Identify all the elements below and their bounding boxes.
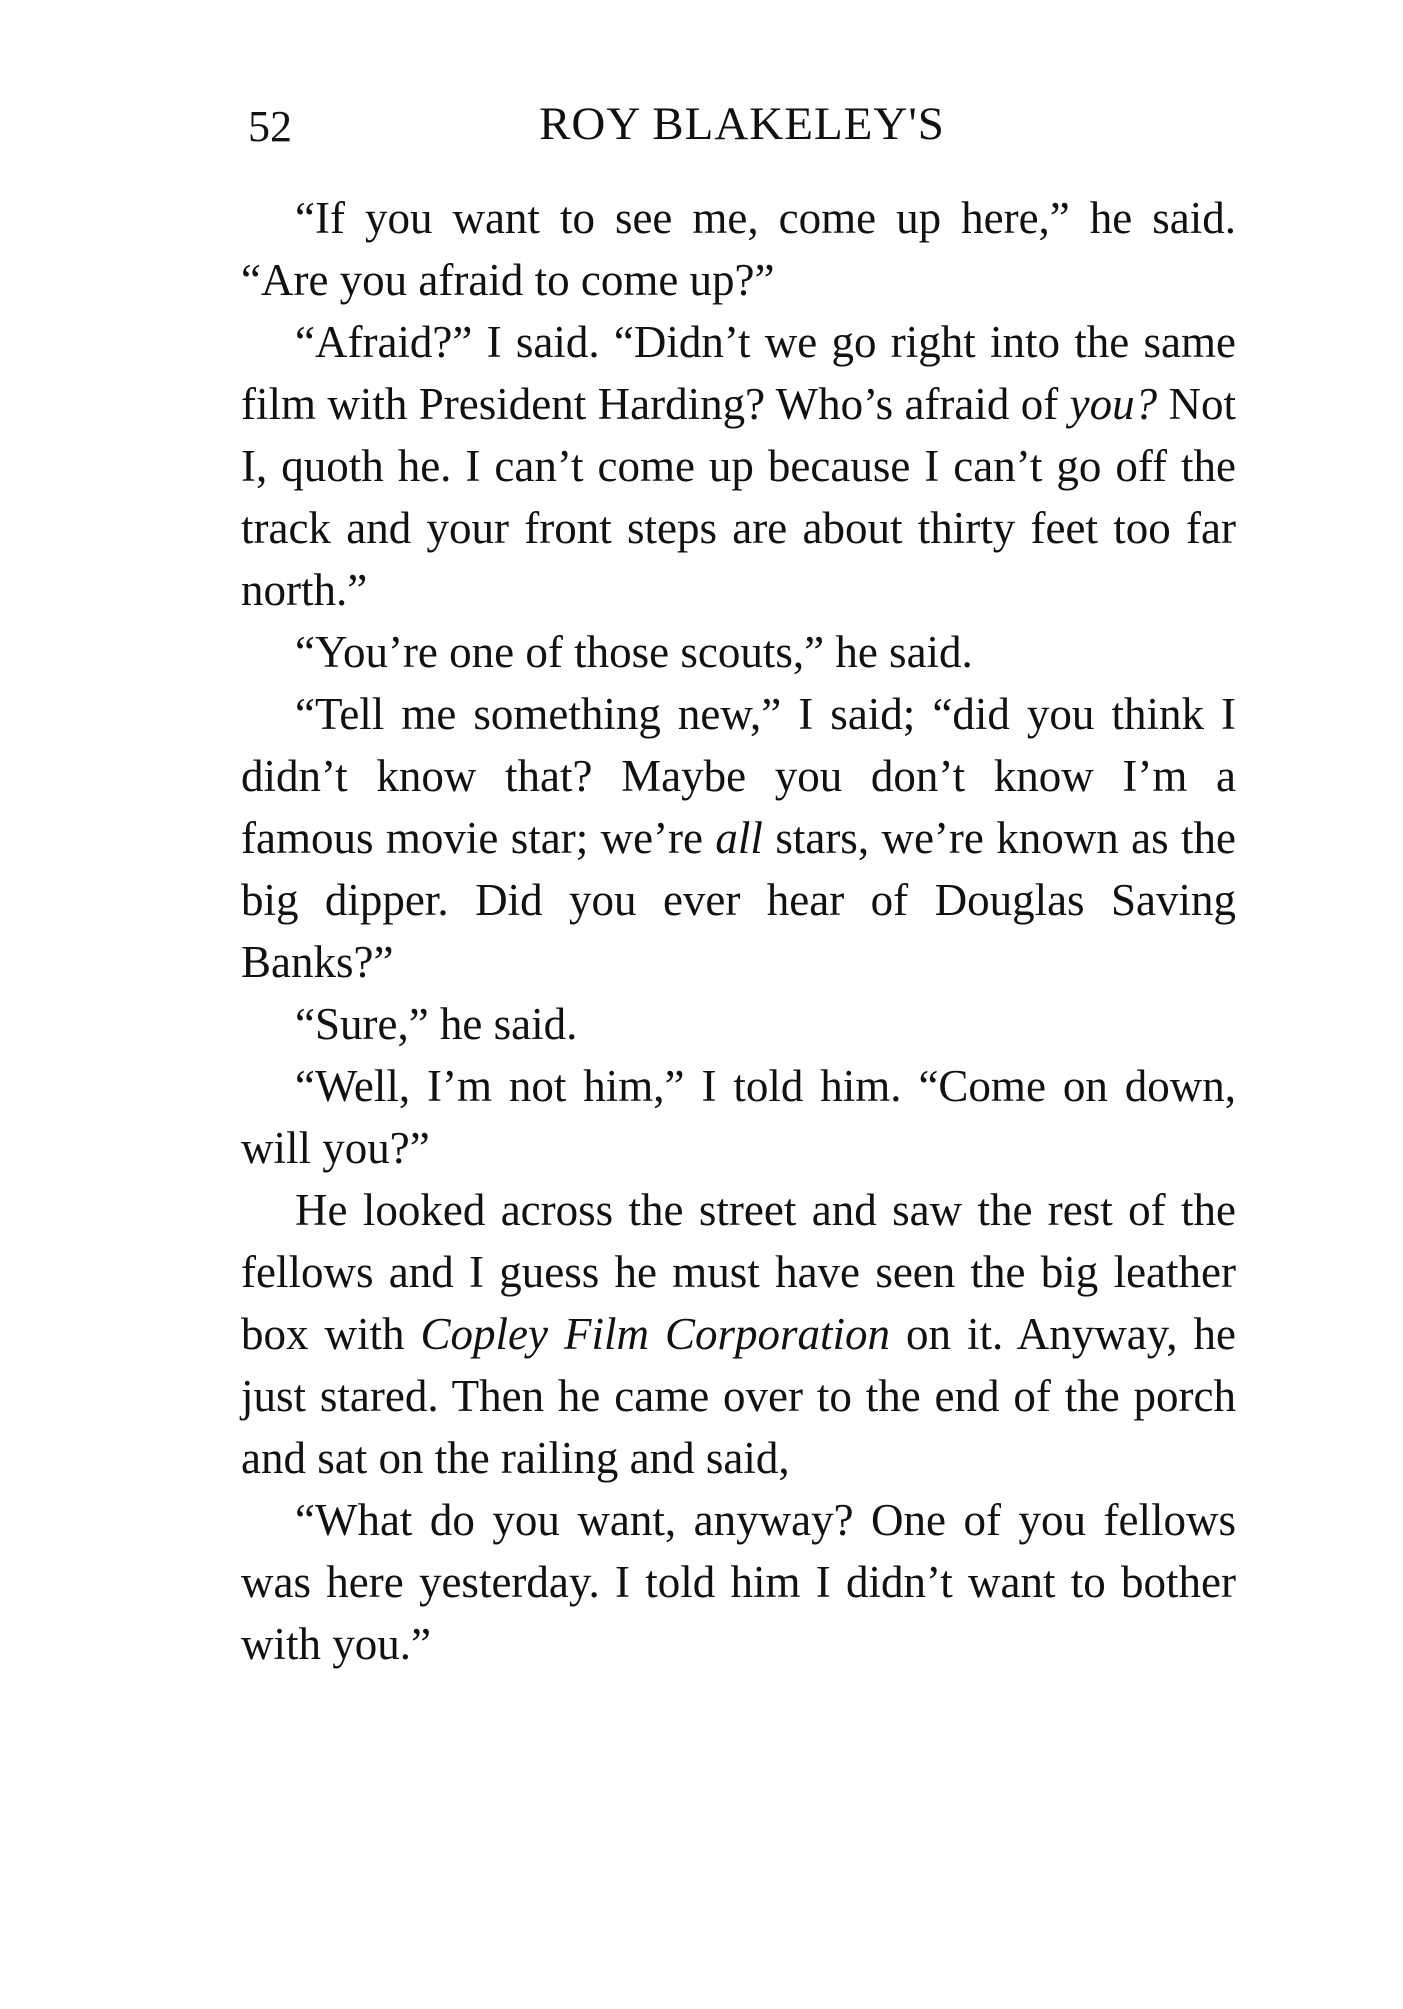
italic-text: Copley Film Corporation (420, 1309, 890, 1359)
paragraph (241, 993, 1236, 1055)
running-header (244, 96, 1240, 156)
body-text (241, 187, 1236, 1675)
text-segment: “What do you want, anyway? One of you fellows was here yesterday. I told him I didn’t want to bother with you.” (241, 1495, 1236, 1669)
text-segment: He looked across the street and saw the rest of the fellows and I guess he must have seen the big leather box with (241, 1185, 1236, 1359)
text-segment: “Tell me something new,” I said; “did you think I didn’t know that? Maybe you don’t know I’m a famous movie star; we’re (241, 689, 1236, 863)
paragraph (241, 1489, 1236, 1675)
text-segment: stars, we’re known as the big dipper. Did you ever hear of Douglas Saving Banks?” (241, 813, 1237, 987)
italic-text: all (715, 813, 763, 863)
text-segment: “Well, I’m not him,” I told him. “Come on down, will you?” (241, 1061, 1236, 1173)
paragraph (241, 1179, 1236, 1489)
paragraph (241, 621, 1236, 683)
text-segment: “If you want to see me, come up here,” he said. “Are you afraid to come up?” (241, 193, 1236, 305)
italic-text: you? (1069, 379, 1158, 429)
paragraph (241, 187, 1236, 311)
text-segment: “Afraid?” I said. “Didn’t we go right into the same film with President Harding? Who’s afraid of (241, 317, 1236, 429)
paragraph (241, 1055, 1236, 1179)
page-number: 52 (248, 102, 292, 151)
paragraph (241, 683, 1236, 993)
paragraph (241, 311, 1236, 621)
text-segment: “You’re one of those scouts,” he said. (295, 627, 973, 677)
text-segment: Not I, quoth he. I can’t come up because I can’t go off the track and your front steps are about thirty feet too far north.” (241, 379, 1237, 615)
running-title: ROY BLAKELEY'S (539, 98, 945, 150)
text-segment: “Sure,” he said. (295, 999, 578, 1049)
text-segment: on it. Anyway, he just stared. Then he came over to the end of the porch and sat on the railing and said, (241, 1309, 1236, 1483)
